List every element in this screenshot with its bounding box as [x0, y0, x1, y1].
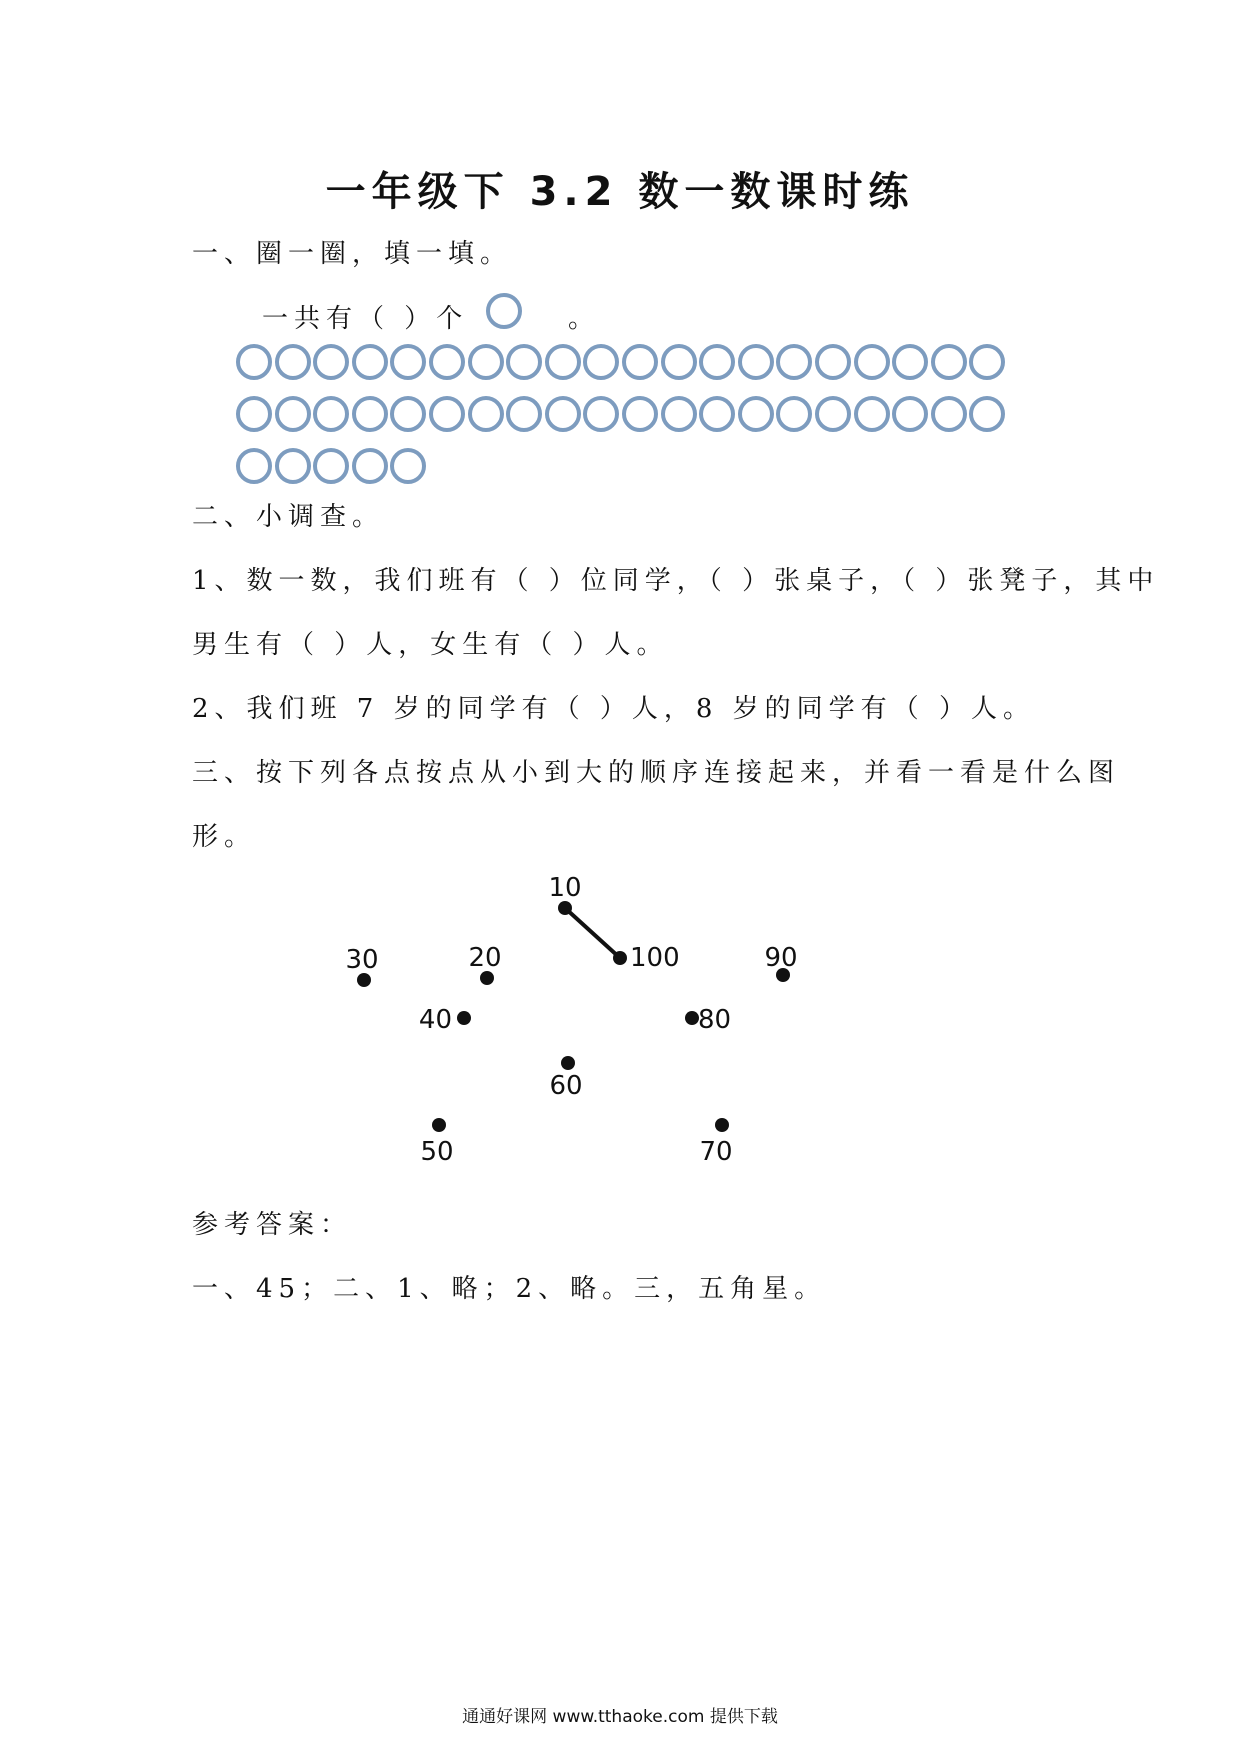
page-title: 一年级下 3.2 数一数课时练 — [325, 169, 915, 215]
dot-40 — [457, 1011, 471, 1025]
dot-label-100: 100 — [630, 943, 680, 973]
dot-label-10: 10 — [548, 873, 582, 903]
dot-label-40: 40 — [418, 1005, 452, 1035]
dot-100 — [613, 951, 627, 965]
dot-60 — [561, 1056, 575, 1070]
dot-label-90: 90 — [764, 943, 798, 973]
answers-heading: 参考答案： — [192, 1210, 353, 1240]
dot-label-30: 30 — [345, 945, 379, 975]
dot-20 — [480, 971, 494, 985]
section3-heading-line-2: 形。 — [192, 822, 257, 852]
dot-80 — [685, 1011, 699, 1025]
section1-heading: 一、圈一圈，填一填。 — [192, 239, 513, 269]
dot-30 — [357, 973, 371, 987]
connecting-line — [565, 908, 620, 958]
prompt-prefix: 一共有（ ）个 — [262, 304, 469, 334]
dot-label-20: 20 — [468, 943, 502, 973]
question-2: 2、我们班 7 岁的同学有（ ）人，8 岁的同学有（ ）人。 — [192, 694, 1035, 724]
dot-label-70: 70 — [699, 1137, 733, 1167]
answers-text: 一、45；二、1、略；2、略。三，五角星。 — [192, 1274, 827, 1304]
section3-heading-line-1: 三、按下列各点按点从小到大的顺序连接起来，并看一看是什么图 — [192, 758, 1121, 788]
dot-50 — [432, 1118, 446, 1132]
footer: 通通好课网 www.tthaoke.com 提供下载 — [462, 1707, 778, 1727]
dot-70 — [715, 1118, 729, 1132]
prompt-suffix: 。 — [568, 304, 601, 334]
dot-10 — [558, 901, 572, 915]
question-1-line-2: 男生有（ ）人，女生有（ ）人。 — [192, 630, 669, 660]
dot-label-50: 50 — [420, 1137, 454, 1167]
dot-label-60: 60 — [549, 1071, 583, 1101]
section2-heading: 二、小调查。 — [192, 502, 385, 532]
question-1-line-1: 1、数一数，我们班有（ ）位同学，（ ）张桌子，（ ）张凳子，其中 — [192, 566, 1160, 596]
dot-label-80: 80 — [698, 1005, 732, 1035]
